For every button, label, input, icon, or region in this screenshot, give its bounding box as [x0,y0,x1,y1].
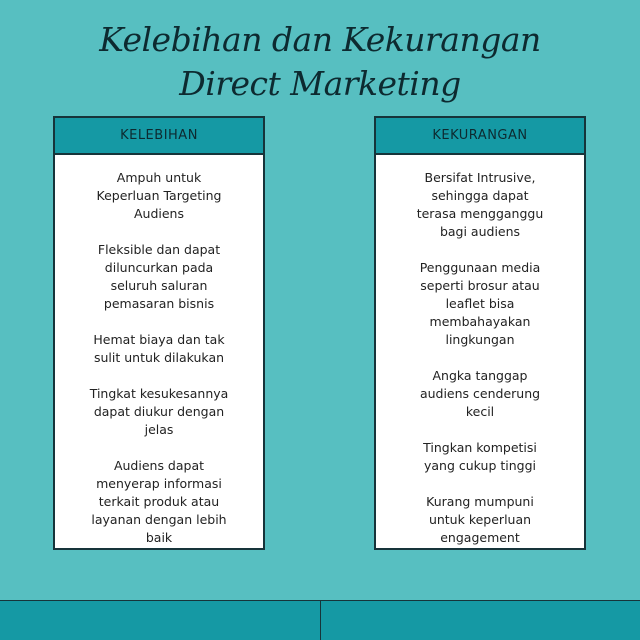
list-item: Tingkat kesukesannya dapat diukur dengan jelas [89,386,229,437]
footer-divider [320,600,321,640]
page-title [0,18,640,106]
kelebihan-list [55,155,263,547]
list-item: Angka tanggap audiens cenderung kecil [419,368,541,419]
list-item: Ampuh untuk Keperluan Targeting Audiens [96,170,222,221]
list-item: Tingkan kompetisi yang cukup tinggi [423,440,537,473]
list-item: Audiens dapat menyerap informasi terkait produk atau layanan dengan lebih baik [91,458,227,545]
list-item: Hemat biaya dan tak sulit untuk dilakukan [93,332,225,365]
page-title-line-1: Kelebihan dan Kekurangan [99,20,541,59]
kekurangan-header: KEKURANGAN [376,118,584,155]
list-item: Penggunaan media seperti brosur atau leaflet bisa membahayakan lingkungan [419,260,541,347]
kelebihan-column [53,116,265,550]
kekurangan-list [376,155,584,547]
kekurangan-column [374,116,586,550]
list-item: Kurang mumpuni untuk keperluan engagement [426,494,534,545]
list-item: Bersifat Intrusive, sehingga dapat terasa mengganggu bagi audiens [416,170,544,239]
list-item: Fleksible dan dapat diluncurkan pada seluruh saluran pemasaran bisnis [97,242,221,311]
kelebihan-header: KELEBIHAN [55,118,263,155]
page-title-line-2: Direct Marketing [179,64,461,103]
